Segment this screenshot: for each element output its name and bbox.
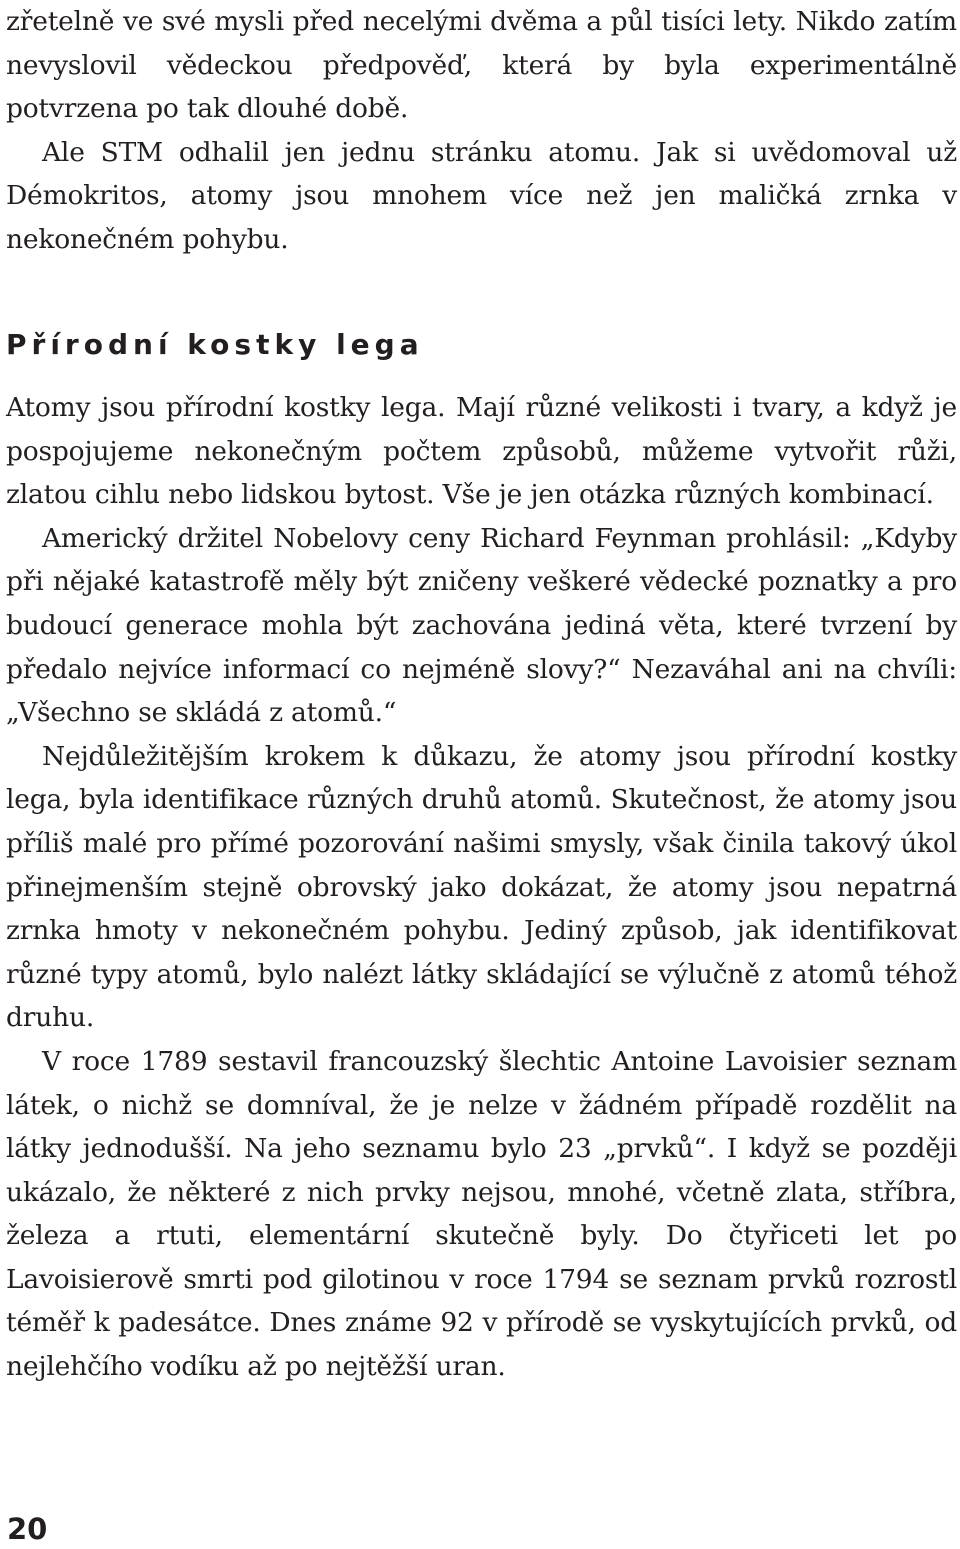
paragraph: Atomy jsou přírodní kostky lega. Mají různé velikosti i tvary, a když je pospojujeme nekonečným počtem způsobů, můžeme vytvořit růži, zlatou cihlu nebo lidskou bytost. Vše je jen otázka různých kombinací. [6,392,957,511]
section-heading: Přírodní kostky lega [6,328,424,361]
page-number: 20 [7,1512,48,1546]
paragraph: Nejdůležitějším krokem k důkazu, že atomy jsou přírodní kostky lega, byla identifikace různých druhů atomů. Skutečnost, že atomy jsou příliš malé pro přímé pozorování našimi smysly, však činila takový úkol přinejmenším stejně obrovský jako dokázat, že atomy jsou nepatrná zrnka hmoty v nekonečném pohybu. Jediný způsob, jak identifikovat různé typy atomů, bylo nalézt látky skládající se výlučně z atomů téhož druhu. [6,740,957,1034]
intro-text [6,0,957,262]
paragraph: Ale STM odhalil jen jednu stránku atomu. Jak si uvědomoval už Démokritos, atomy jsou mnohem více než jen maličká zrnka v nekonečném pohybu. [6,136,957,255]
paragraph: Americký držitel Nobelovy ceny Richard Feynman prohlásil: „Kdyby při nějaké katastrofě měly být zničeny veškeré vědecké poznatky a pro budoucí generace mohla být zachována jediná věta, které tvrzení by předalo nejvíce informací co nejméně slovy?“ Nezaváhal ani na chvíli: „Všechno se skládá z atomů.“ [6,522,957,729]
section-body [6,386,957,1389]
paragraph: zřetelně ve své mysli před necelými dvěma a půl tisíci lety. Nikdo zatím nevyslovil vědeckou předpověď, která by byla experimentálně potvrzena po tak dlouhé době. [6,6,957,125]
paragraph: V roce 1789 sestavil francouzský šlechtic Antoine Lavoisier seznam látek, o nichž se domníval, že je nelze v žádném případě rozdělit na látky jednodušší. Na jeho seznamu bylo 23 „prvků“. I když se později ukázalo, že některé z nich prvky nejsou, mnohé, včetně zlata, stříbra, železa a rtuti, elementární skutečně byly. Do čtyřiceti let po Lavoisierově smrti pod gilotinou v roce 1794 se seznam prvků rozrostl téměř k padesátce. Dnes známe 92 v přírodě se vyskytujících prvků, od nejlehčího vodíku až po nejtěžší uran. [6,1045,957,1383]
